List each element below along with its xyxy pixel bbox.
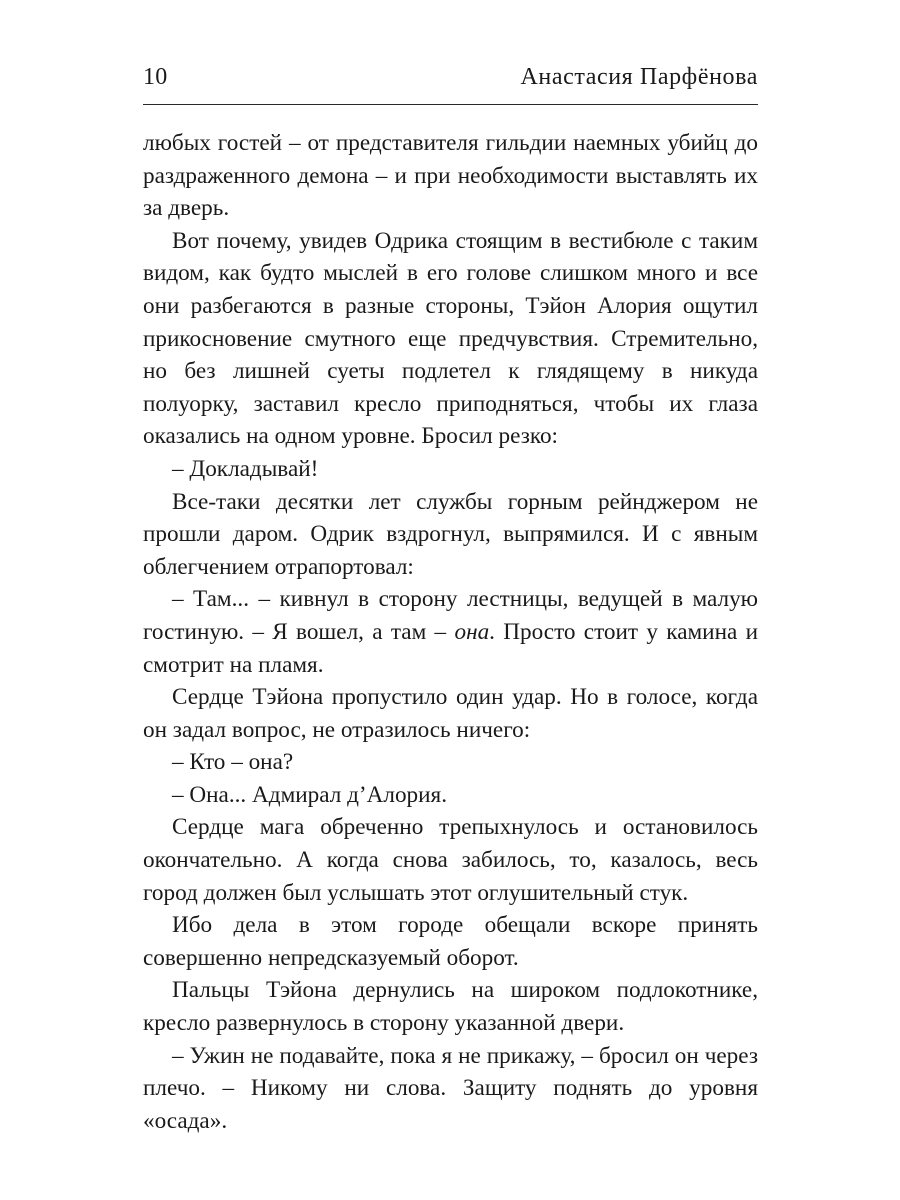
paragraph: [143, 746, 758, 779]
paragraph: [143, 909, 758, 974]
page-header: [143, 64, 758, 96]
paragraph: [143, 1040, 758, 1138]
paragraph: [143, 225, 758, 453]
text-segment: Ибо дела в этом городе обещали вскоре принять совершенно непредсказуемый оборот.: [143, 912, 758, 971]
text-segment: Вот почему, увидев Одрика стоящим в вестибюле с таким видом, как будто мыслей в его голове слишком много и все они разбегаются в разные стороны, Тэйон Алория ощутил прикосновение смутного еще предчувствия. Стремительно, но без лишней суеты подлетел к глядящему в никуда полуорку, заставил кресло приподняться, чтобы их глаза оказались на одном уровне. Бросил резко:: [143, 227, 758, 450]
text-segment: – Кто – она?: [172, 749, 294, 776]
text-segment: . Просто стоит у камина и смотрит на пламя.: [143, 618, 758, 678]
paragraph: [143, 583, 758, 681]
text-segment: Пальцы Тэйона дернулись на широком подлокотнике, кресло развернулось в сторону указанной двери.: [143, 977, 758, 1037]
paragraph: [143, 127, 758, 225]
text-segment: Все-таки десятки лет службы горным рейнджером не прошли даром. Одрик вздрогнул, выпрямился. И с явным облегчением отрапортовал:: [143, 488, 758, 580]
text-segment: – Докладывай!: [172, 455, 319, 482]
paragraph: [143, 486, 758, 584]
text-segment: – Ужин не подавайте, пока я не прикажу, – бросил он через плечо. – Никому ни слова. Защиту поднять до уровня «осада».: [143, 1042, 758, 1134]
paragraph: [143, 974, 758, 1039]
emphasis-text: она: [454, 618, 490, 645]
page-number: 10: [143, 64, 168, 90]
text-segment: Сердце мага обреченно трепыхнулось и остановилось окончательно. А когда снова забилось, то, казалось, весь город должен был услышать этот оглушительный стук.: [143, 814, 758, 906]
running-title: Анастасия Парфёнова: [520, 64, 758, 90]
body-text: [143, 127, 758, 1137]
paragraph: [143, 681, 758, 746]
text-segment: – Она... Адмирал д’Алория.: [172, 781, 448, 808]
paragraph: [143, 811, 758, 909]
text-segment: любых гостей – от представителя гильдии наемных убийц до раздраженного демона – и при необходимости выставлять их за дверь.: [143, 130, 758, 222]
paragraph: [143, 779, 758, 812]
header-rule: [143, 104, 758, 105]
paragraph: [143, 453, 758, 486]
text-segment: Сердце Тэйона пропустило один удар. Но в голосе, когда он задал вопрос, не отразилось ничего:: [143, 684, 758, 743]
text-segment: – Там... – кивнул в сторону лестницы, ведущей в малую гостиную. – Я вошел, а там –: [143, 586, 758, 645]
